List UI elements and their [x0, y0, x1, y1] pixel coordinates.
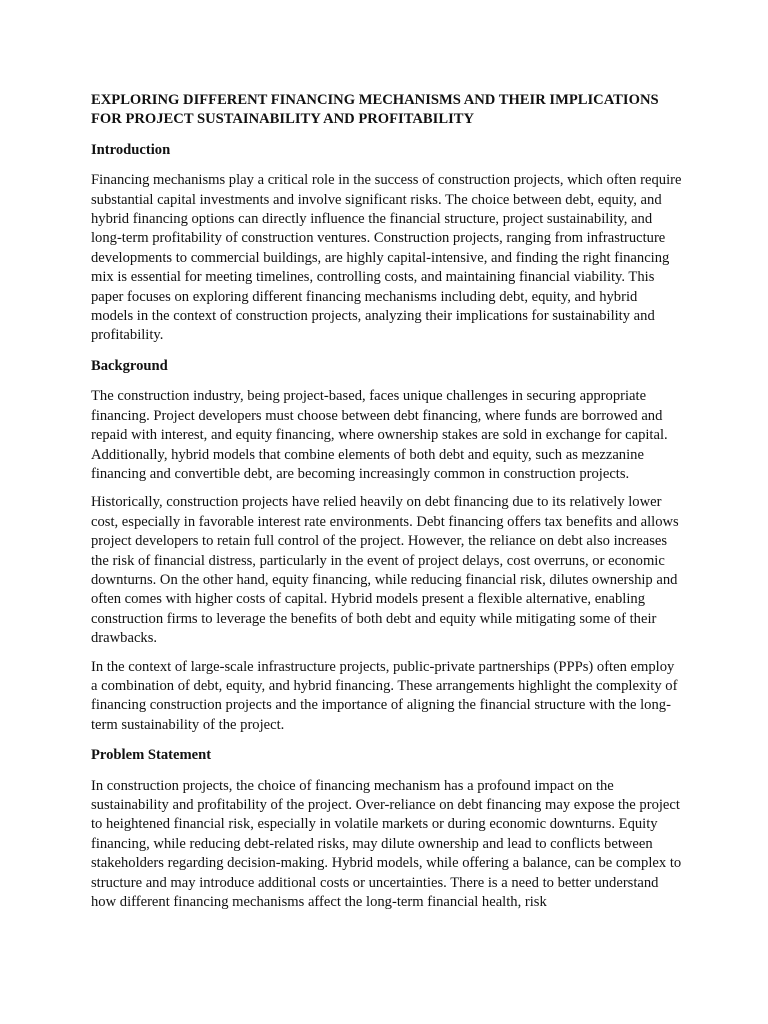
section-heading-background: Background: [91, 357, 168, 374]
section-heading-introduction: Introduction: [91, 141, 171, 158]
document-page: [91, 91, 683, 912]
paragraph-background-3: In the context of large-scale infrastructure projects, public-private partnerships (PPPs) often employ a combination of debt, equity, and hybrid financing. These arrangements highlight the complexity of financing construction projects and the importance of aligning the financial structure with the long-term sustainability of the project.: [91, 658, 678, 733]
paragraph-background-2: Historically, construction projects have relied heavily on debt financing due to its relatively lower cost, especially in favorable interest rate environments. Debt financing offers tax benefits and allows project developers to retain full control of the project. However, the reliance on debt also increases the risk of financial distress, particularly in the event of project delays, cost overruns, or economic downturns. On the other hand, equity financing, while reducing financial risk, dilutes ownership and often comes with higher costs of capital. Hybrid models present a flexible alternative, enabling construction firms to leverage the benefits of both debt and equity while mitigating some of their drawbacks.: [91, 494, 679, 647]
section-heading-problem-statement: Problem Statement: [91, 747, 212, 764]
paragraph-background-1: The construction industry, being project-based, faces unique challenges in securing appropriate financing. Project developers must choose between debt financing, where funds are borrowed and repaid with interest, and equity financing, where ownership stakes are sold in exchange for capital. Additionally, hybrid models that combine elements of both debt and equity, such as mezzanine financing and convertible debt, are becoming increasingly common in construction projects.: [91, 388, 668, 482]
paragraph-introduction-1: Financing mechanisms play a critical role in the success of construction projects, which often require substantial capital investments and involve significant risks. The choice between debt, equity, and hybrid financing options can directly influence the financial structure, project sustainability, and long-term profitability of construction ventures. Construction projects, ranging from infrastructure developments to commercial buildings, are highly capital-intensive, and finding the right financing mix is essential for meeting timelines, controlling costs, and maintaining financial viability. This paper focuses on exploring different financing mechanisms including debt, equity, and hybrid models in the context of construction projects, analyzing their implications for sustainability and profitability.: [91, 172, 682, 344]
paragraph-problem-statement-1: In construction projects, the choice of financing mechanism has a profound impact on the sustainability and profitability of the project. Over-reliance on debt financing may expose the project to heightened financial risk, especially in volatile markets or during economic downturns. Equity financing, while reducing debt-related risks, may dilute ownership and lead to conflicts between stakeholders regarding decision-making. Hybrid models, while offering a balance, can be complex to structure and may introduce additional costs or uncertainties. There is a need to better understand how different financing mechanisms affect the long-term financial health, risk: [91, 777, 682, 911]
document-title: EXPLORING DIFFERENT FINANCING MECHANISMS AND THEIR IMPLICATIONS FOR PROJECT SUSTAINABILITY AND PROFITABILITY: [91, 92, 659, 128]
